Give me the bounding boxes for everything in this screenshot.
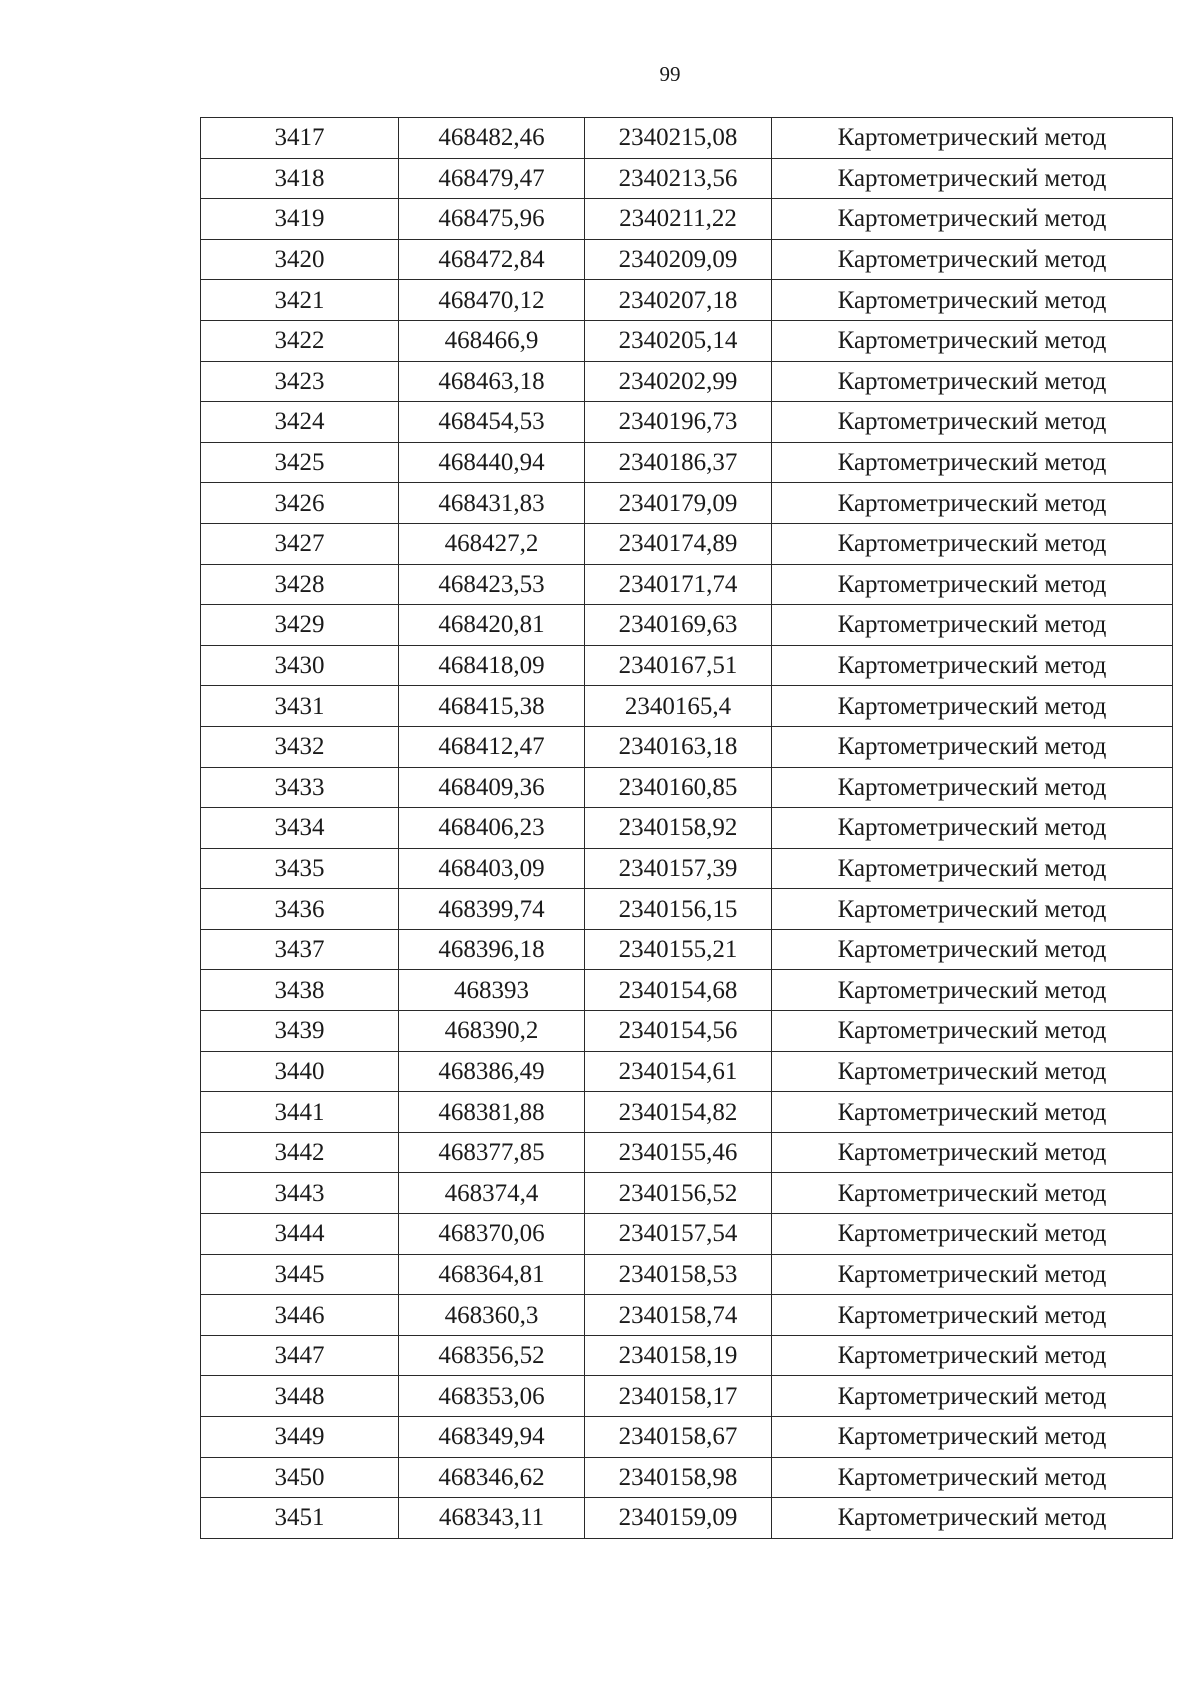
y-coordinate-cell: 2340179,09 — [585, 483, 772, 524]
point-number-cell: 3438 — [201, 970, 399, 1011]
y-coordinate-cell: 2340196,73 — [585, 402, 772, 443]
y-coordinate-cell: 2340157,54 — [585, 1214, 772, 1255]
table-row — [201, 1051, 1173, 1092]
point-number-cell: 3437 — [201, 929, 399, 970]
y-coordinate-cell: 2340209,09 — [585, 239, 772, 280]
y-coordinate-cell: 2340158,19 — [585, 1335, 772, 1376]
point-number-cell: 3429 — [201, 605, 399, 646]
x-coordinate-cell: 468423,53 — [399, 564, 585, 605]
x-coordinate-cell: 468360,3 — [399, 1295, 585, 1336]
table-row — [201, 767, 1173, 808]
coordinates-table-body — [201, 118, 1173, 1539]
table-row — [201, 280, 1173, 321]
method-cell: Картометрический метод — [772, 1011, 1173, 1052]
table-row — [201, 970, 1173, 1011]
table-row — [201, 199, 1173, 240]
x-coordinate-cell: 468353,06 — [399, 1376, 585, 1417]
y-coordinate-cell: 2340207,18 — [585, 280, 772, 321]
point-number-cell: 3433 — [201, 767, 399, 808]
point-number-cell: 3430 — [201, 645, 399, 686]
table-row — [201, 483, 1173, 524]
table-row — [201, 1295, 1173, 1336]
x-coordinate-cell: 468364,81 — [399, 1254, 585, 1295]
method-cell: Картометрический метод — [772, 1092, 1173, 1133]
x-coordinate-cell: 468412,47 — [399, 726, 585, 767]
x-coordinate-cell: 468415,38 — [399, 686, 585, 727]
method-cell: Картометрический метод — [772, 1417, 1173, 1458]
table-row — [201, 1498, 1173, 1539]
point-number-cell: 3418 — [201, 158, 399, 199]
x-coordinate-cell: 468349,94 — [399, 1417, 585, 1458]
y-coordinate-cell: 2340158,98 — [585, 1457, 772, 1498]
table-row — [201, 1173, 1173, 1214]
coordinates-table — [200, 117, 1173, 1539]
method-cell: Картометрический метод — [772, 199, 1173, 240]
y-coordinate-cell: 2340158,92 — [585, 808, 772, 849]
x-coordinate-cell: 468482,46 — [399, 118, 585, 159]
table-row — [201, 848, 1173, 889]
point-number-cell: 3428 — [201, 564, 399, 605]
x-coordinate-cell: 468475,96 — [399, 199, 585, 240]
x-coordinate-cell: 468454,53 — [399, 402, 585, 443]
point-number-cell: 3446 — [201, 1295, 399, 1336]
y-coordinate-cell: 2340163,18 — [585, 726, 772, 767]
table-row — [201, 158, 1173, 199]
x-coordinate-cell: 468356,52 — [399, 1335, 585, 1376]
x-coordinate-cell: 468470,12 — [399, 280, 585, 321]
y-coordinate-cell: 2340155,21 — [585, 929, 772, 970]
method-cell: Картометрический метод — [772, 523, 1173, 564]
point-number-cell: 3431 — [201, 686, 399, 727]
point-number-cell: 3434 — [201, 808, 399, 849]
method-cell: Картометрический метод — [772, 929, 1173, 970]
y-coordinate-cell: 2340155,46 — [585, 1132, 772, 1173]
method-cell: Картометрический метод — [772, 1457, 1173, 1498]
y-coordinate-cell: 2340171,74 — [585, 564, 772, 605]
point-number-cell: 3440 — [201, 1051, 399, 1092]
method-cell: Картометрический метод — [772, 361, 1173, 402]
y-coordinate-cell: 2340213,56 — [585, 158, 772, 199]
table-row — [201, 442, 1173, 483]
method-cell: Картометрический метод — [772, 1051, 1173, 1092]
table-row — [201, 1376, 1173, 1417]
method-cell: Картометрический метод — [772, 645, 1173, 686]
method-cell: Картометрический метод — [772, 1254, 1173, 1295]
table-row — [201, 1335, 1173, 1376]
x-coordinate-cell: 468370,06 — [399, 1214, 585, 1255]
method-cell: Картометрический метод — [772, 1214, 1173, 1255]
table-row — [201, 239, 1173, 280]
table-row — [201, 1417, 1173, 1458]
x-coordinate-cell: 468479,47 — [399, 158, 585, 199]
y-coordinate-cell: 2340158,53 — [585, 1254, 772, 1295]
method-cell: Картометрический метод — [772, 1498, 1173, 1539]
point-number-cell: 3423 — [201, 361, 399, 402]
point-number-cell: 3447 — [201, 1335, 399, 1376]
table-row — [201, 808, 1173, 849]
table-row — [201, 1092, 1173, 1133]
table-row — [201, 645, 1173, 686]
x-coordinate-cell: 468418,09 — [399, 645, 585, 686]
point-number-cell: 3442 — [201, 1132, 399, 1173]
method-cell: Картометрический метод — [772, 118, 1173, 159]
x-coordinate-cell: 468409,36 — [399, 767, 585, 808]
y-coordinate-cell: 2340186,37 — [585, 442, 772, 483]
point-number-cell: 3426 — [201, 483, 399, 524]
x-coordinate-cell: 468399,74 — [399, 889, 585, 930]
y-coordinate-cell: 2340158,17 — [585, 1376, 772, 1417]
table-row — [201, 1132, 1173, 1173]
method-cell: Картометрический метод — [772, 158, 1173, 199]
table-row — [201, 402, 1173, 443]
method-cell: Картометрический метод — [772, 483, 1173, 524]
x-coordinate-cell: 468377,85 — [399, 1132, 585, 1173]
point-number-cell: 3419 — [201, 199, 399, 240]
y-coordinate-cell: 2340159,09 — [585, 1498, 772, 1539]
y-coordinate-cell: 2340160,85 — [585, 767, 772, 808]
table-row — [201, 320, 1173, 361]
x-coordinate-cell: 468427,2 — [399, 523, 585, 564]
x-coordinate-cell: 468472,84 — [399, 239, 585, 280]
y-coordinate-cell: 2340174,89 — [585, 523, 772, 564]
x-coordinate-cell: 468374,4 — [399, 1173, 585, 1214]
y-coordinate-cell: 2340154,82 — [585, 1092, 772, 1133]
point-number-cell: 3432 — [201, 726, 399, 767]
method-cell: Картометрический метод — [772, 808, 1173, 849]
method-cell: Картометрический метод — [772, 970, 1173, 1011]
point-number-cell: 3449 — [201, 1417, 399, 1458]
x-coordinate-cell: 468403,09 — [399, 848, 585, 889]
x-coordinate-cell: 468463,18 — [399, 361, 585, 402]
point-number-cell: 3420 — [201, 239, 399, 280]
y-coordinate-cell: 2340157,39 — [585, 848, 772, 889]
table-row — [201, 118, 1173, 159]
point-number-cell: 3443 — [201, 1173, 399, 1214]
y-coordinate-cell: 2340154,68 — [585, 970, 772, 1011]
table-row — [201, 1011, 1173, 1052]
x-coordinate-cell: 468431,83 — [399, 483, 585, 524]
y-coordinate-cell: 2340158,74 — [585, 1295, 772, 1336]
point-number-cell: 3422 — [201, 320, 399, 361]
table-row — [201, 1254, 1173, 1295]
x-coordinate-cell: 468420,81 — [399, 605, 585, 646]
method-cell: Картометрический метод — [772, 1132, 1173, 1173]
y-coordinate-cell: 2340202,99 — [585, 361, 772, 402]
x-coordinate-cell: 468466,9 — [399, 320, 585, 361]
method-cell: Картометрический метод — [772, 767, 1173, 808]
point-number-cell: 3421 — [201, 280, 399, 321]
point-number-cell: 3439 — [201, 1011, 399, 1052]
method-cell: Картометрический метод — [772, 686, 1173, 727]
point-number-cell: 3427 — [201, 523, 399, 564]
table-row — [201, 564, 1173, 605]
point-number-cell: 3441 — [201, 1092, 399, 1133]
x-coordinate-cell: 468343,11 — [399, 1498, 585, 1539]
point-number-cell: 3425 — [201, 442, 399, 483]
point-number-cell: 3445 — [201, 1254, 399, 1295]
method-cell: Картометрический метод — [772, 442, 1173, 483]
y-coordinate-cell: 2340211,22 — [585, 199, 772, 240]
method-cell: Картометрический метод — [772, 1335, 1173, 1376]
y-coordinate-cell: 2340165,4 — [585, 686, 772, 727]
y-coordinate-cell: 2340169,63 — [585, 605, 772, 646]
y-coordinate-cell: 2340156,52 — [585, 1173, 772, 1214]
x-coordinate-cell: 468386,49 — [399, 1051, 585, 1092]
method-cell: Картометрический метод — [772, 605, 1173, 646]
page-number: 99 — [659, 62, 681, 86]
x-coordinate-cell: 468406,23 — [399, 808, 585, 849]
method-cell: Картометрический метод — [772, 1295, 1173, 1336]
y-coordinate-cell: 2340215,08 — [585, 118, 772, 159]
x-coordinate-cell: 468393 — [399, 970, 585, 1011]
x-coordinate-cell: 468396,18 — [399, 929, 585, 970]
method-cell: Картометрический метод — [772, 280, 1173, 321]
table-row — [201, 686, 1173, 727]
x-coordinate-cell: 468390,2 — [399, 1011, 585, 1052]
method-cell: Картометрический метод — [772, 402, 1173, 443]
method-cell: Картометрический метод — [772, 320, 1173, 361]
y-coordinate-cell: 2340154,61 — [585, 1051, 772, 1092]
point-number-cell: 3451 — [201, 1498, 399, 1539]
point-number-cell: 3450 — [201, 1457, 399, 1498]
table-row — [201, 929, 1173, 970]
table-row — [201, 726, 1173, 767]
table-row — [201, 361, 1173, 402]
x-coordinate-cell: 468381,88 — [399, 1092, 585, 1133]
method-cell: Картометрический метод — [772, 564, 1173, 605]
y-coordinate-cell: 2340154,56 — [585, 1011, 772, 1052]
y-coordinate-cell: 2340156,15 — [585, 889, 772, 930]
point-number-cell: 3424 — [201, 402, 399, 443]
y-coordinate-cell: 2340167,51 — [585, 645, 772, 686]
table-row — [201, 1457, 1173, 1498]
table-row — [201, 523, 1173, 564]
method-cell: Картометрический метод — [772, 726, 1173, 767]
point-number-cell: 3436 — [201, 889, 399, 930]
method-cell: Картометрический метод — [772, 239, 1173, 280]
point-number-cell: 3435 — [201, 848, 399, 889]
method-cell: Картометрический метод — [772, 1376, 1173, 1417]
y-coordinate-cell: 2340158,67 — [585, 1417, 772, 1458]
table-row — [201, 1214, 1173, 1255]
method-cell: Картометрический метод — [772, 1173, 1173, 1214]
table-row — [201, 889, 1173, 930]
point-number-cell: 3448 — [201, 1376, 399, 1417]
x-coordinate-cell: 468440,94 — [399, 442, 585, 483]
point-number-cell: 3444 — [201, 1214, 399, 1255]
table-row — [201, 605, 1173, 646]
y-coordinate-cell: 2340205,14 — [585, 320, 772, 361]
method-cell: Картометрический метод — [772, 848, 1173, 889]
method-cell: Картометрический метод — [772, 889, 1173, 930]
x-coordinate-cell: 468346,62 — [399, 1457, 585, 1498]
point-number-cell: 3417 — [201, 118, 399, 159]
